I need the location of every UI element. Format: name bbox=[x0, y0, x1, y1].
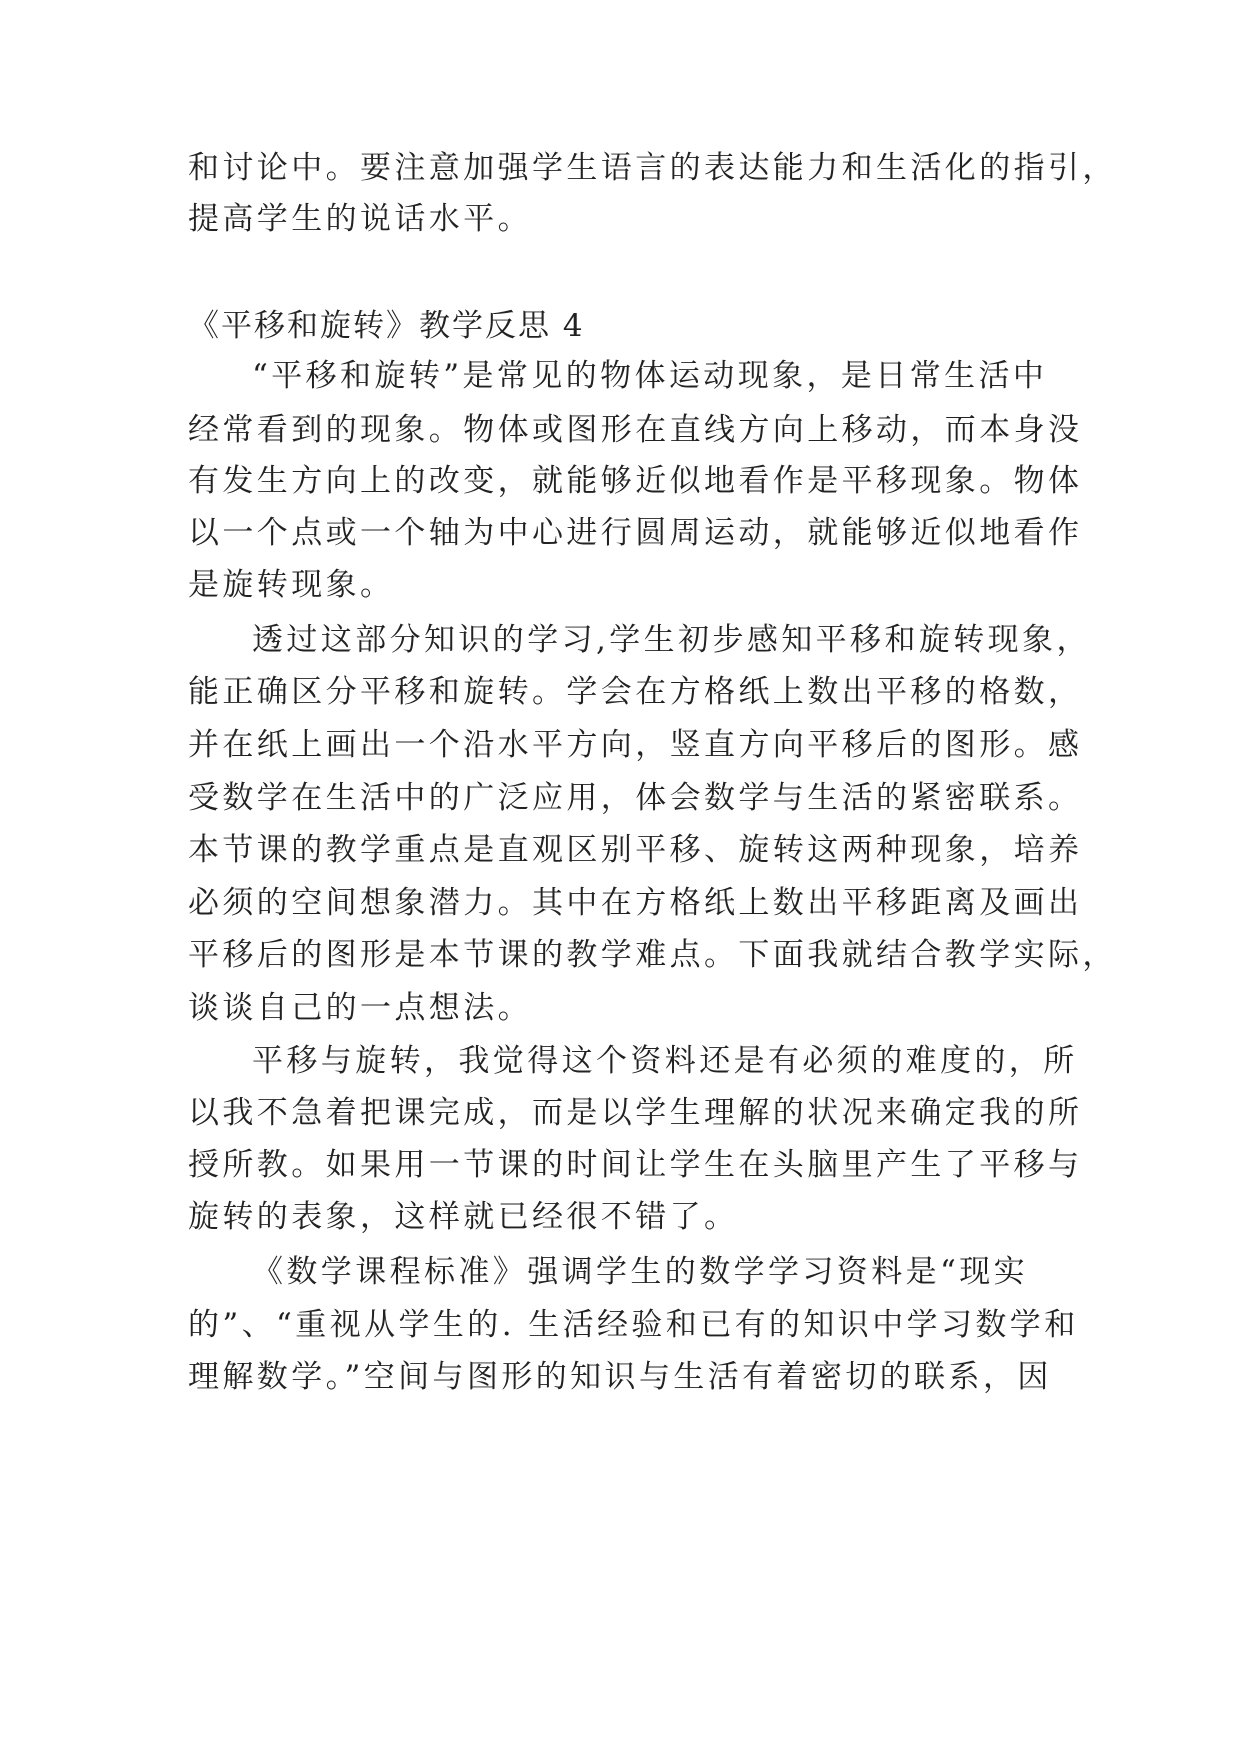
paragraph-2-line-1: 透过这部分知识的学习,学生初步感知平移和旋转现象， bbox=[252, 622, 1091, 658]
paragraph-2-line-2: 能正确区分平移和旋转。学会在方格纸上数出平移的格数， bbox=[188, 674, 1083, 710]
paragraph-4-line-1: 《数学课程标准》强调学生的数学学习资料是“现实 bbox=[252, 1254, 1029, 1290]
section-title: 《平移和旋转》教学反思 4 bbox=[188, 308, 585, 344]
paragraph-1-line-1: “平移和旋转”是常见的物体运动现象，是日常生活中 bbox=[252, 358, 1048, 394]
paragraph-2-line-5: 本节课的教学重点是直观区别平移、旋转这两种现象，培养 bbox=[188, 832, 1083, 868]
paragraph-2-line-7: 平移后的图形是本节课的教学难点。下面我就结合教学实际， bbox=[188, 937, 1117, 973]
paragraph-4-line-3: 理解数学。”空间与图形的知识与生活有着密切的联系，因 bbox=[188, 1359, 1052, 1395]
paragraph-2-line-4: 受数学在生活中的广泛应用，体会数学与生活的紧密联系。 bbox=[188, 780, 1083, 816]
paragraph-1-line-5: 是旋转现象。 bbox=[188, 567, 395, 603]
paragraph-3-line-1: 平移与旋转，我觉得这个资料还是有必须的难度的，所 bbox=[252, 1043, 1078, 1079]
paragraph-2-line-8: 谈谈自己的一点想法。 bbox=[188, 990, 532, 1026]
paragraph-1-line-2: 经常看到的现象。物体或图形在直线方向上移动，而本身没 bbox=[188, 412, 1083, 448]
paragraph-1-line-4: 以一个点或一个轴为中心进行圆周运动，就能够近似地看作 bbox=[188, 515, 1083, 551]
paragraph-3-line-4: 旋转的表象，这样就已经很不错了。 bbox=[188, 1199, 739, 1235]
paragraph-2-line-6: 必须的空间想象潜力。其中在方格纸上数出平移距离及画出 bbox=[188, 885, 1083, 921]
paragraph-1-line-3: 有发生方向上的改变，就能够近似地看作是平移现象。物体 bbox=[188, 463, 1083, 499]
paragraph-3-line-2: 以我不急着把课完成，而是以学生理解的状况来确定我的所 bbox=[188, 1095, 1083, 1131]
carryover-line-1: 和讨论中。要注意加强学生语言的表达能力和生活化的指引， bbox=[188, 150, 1117, 186]
paragraph-4-line-2: 的”、“重视从学生的. 生活经验和已有的知识中学习数学和 bbox=[188, 1307, 1079, 1343]
paragraph-2-line-3: 并在纸上画出一个沿水平方向，竖直方向平移后的图形。感 bbox=[188, 727, 1083, 763]
paragraph-3-line-3: 授所教。如果用一节课的时间让学生在头脑里产生了平移与 bbox=[188, 1147, 1083, 1183]
carryover-line-2: 提高学生的说话水平。 bbox=[188, 201, 532, 237]
